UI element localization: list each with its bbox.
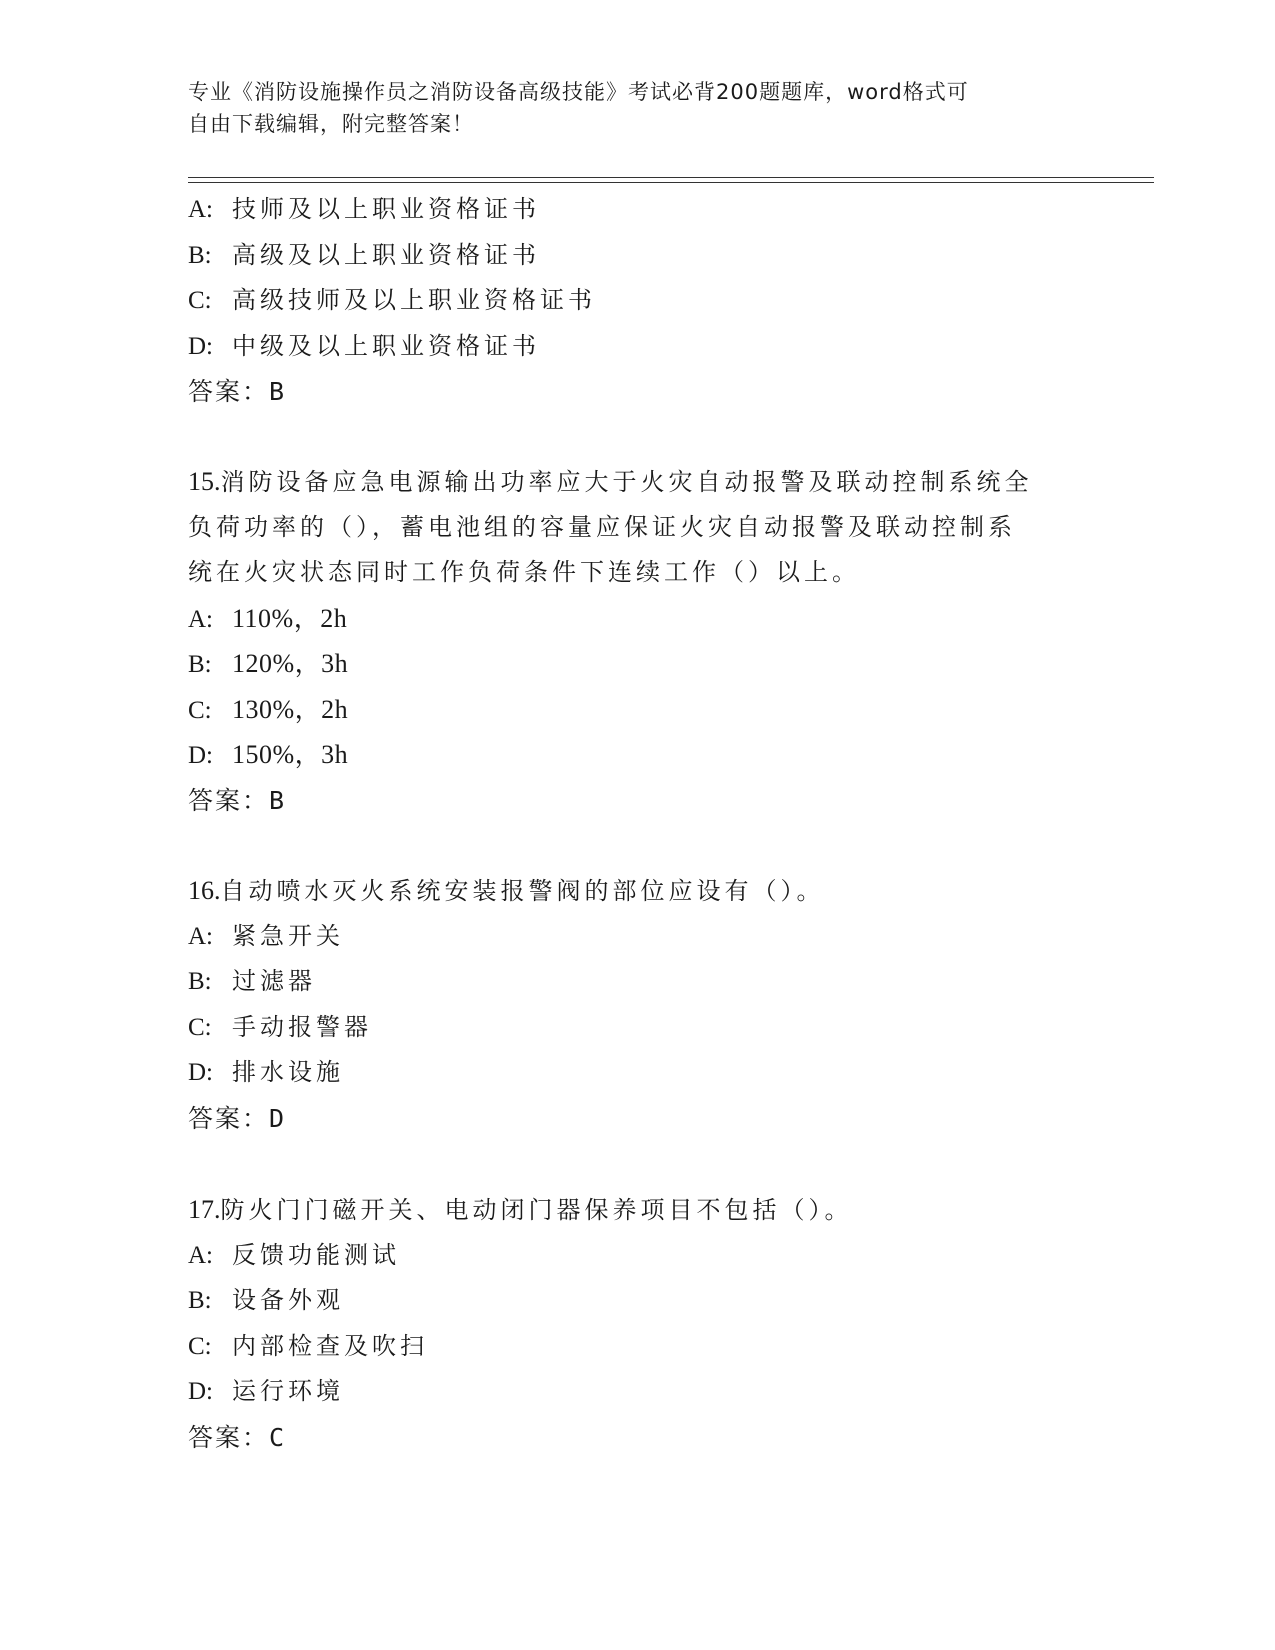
option-d: D: 中级及以上职业资格证书 xyxy=(188,331,540,360)
question-text-line: 统在火灾状态同时工作负荷条件下连续工作（）以上。 xyxy=(188,558,860,586)
option-a: A: 技师及以上职业资格证书 xyxy=(188,195,540,223)
option-c: C: 130%，2h xyxy=(188,694,349,724)
question-text-line: 负荷功率的（），蓄电池组的容量应保证火灾自动报警及联动控制系 xyxy=(188,512,1016,541)
question-17 xyxy=(188,1187,1088,1461)
question-16 xyxy=(188,868,1088,1142)
document-header xyxy=(188,76,1068,140)
option-d: D: 运行环境 xyxy=(188,1377,344,1405)
answer-line: 答案：C xyxy=(188,1422,285,1452)
option-a: A: 紧急开关 xyxy=(188,921,344,950)
question-text-line: 15.消防设备应急电源输出功率应大于火灾自动报警及联动控制系统全 xyxy=(188,467,1033,496)
question-15 xyxy=(188,459,1088,824)
option-c: C: 手动报警器 xyxy=(188,1012,372,1041)
option-b: B: 过滤器 xyxy=(188,967,316,995)
option-d: D: 150%，3h xyxy=(188,740,349,769)
answer-line: 答案：B xyxy=(188,785,285,815)
question-text-line: 17.防火门门磁开关、电动闭门器保养项目不包括（）。 xyxy=(188,1195,853,1224)
option-a: A: 110%，2h xyxy=(188,603,348,633)
option-a: A: 反馈功能测试 xyxy=(188,1240,400,1269)
header-line-2: 自由下载编辑，附完整答案！ xyxy=(188,112,474,136)
option-b: B: 设备外观 xyxy=(188,1286,344,1314)
header-divider-bottom xyxy=(188,182,1154,183)
question-14 xyxy=(188,187,1088,415)
option-b: B: 高级及以上职业资格证书 xyxy=(188,240,540,269)
answer-line: 答案：D xyxy=(188,1103,285,1133)
option-d: D: 排水设施 xyxy=(188,1058,344,1086)
header-line-1: 专业《消防设施操作员之消防设备高级技能》考试必背200题题库，word格式可 xyxy=(188,80,969,104)
answer-line: 答案：B xyxy=(188,377,285,406)
option-c: C: 内部检查及吹扫 xyxy=(188,1331,428,1360)
option-c: C: 高级技师及以上职业资格证书 xyxy=(188,286,596,314)
option-b: B: 120%，3h xyxy=(188,649,349,678)
question-text-line: 16.自动喷水灭火系统安装报警阀的部位应设有（）。 xyxy=(188,876,825,905)
header-divider-top xyxy=(188,177,1154,178)
